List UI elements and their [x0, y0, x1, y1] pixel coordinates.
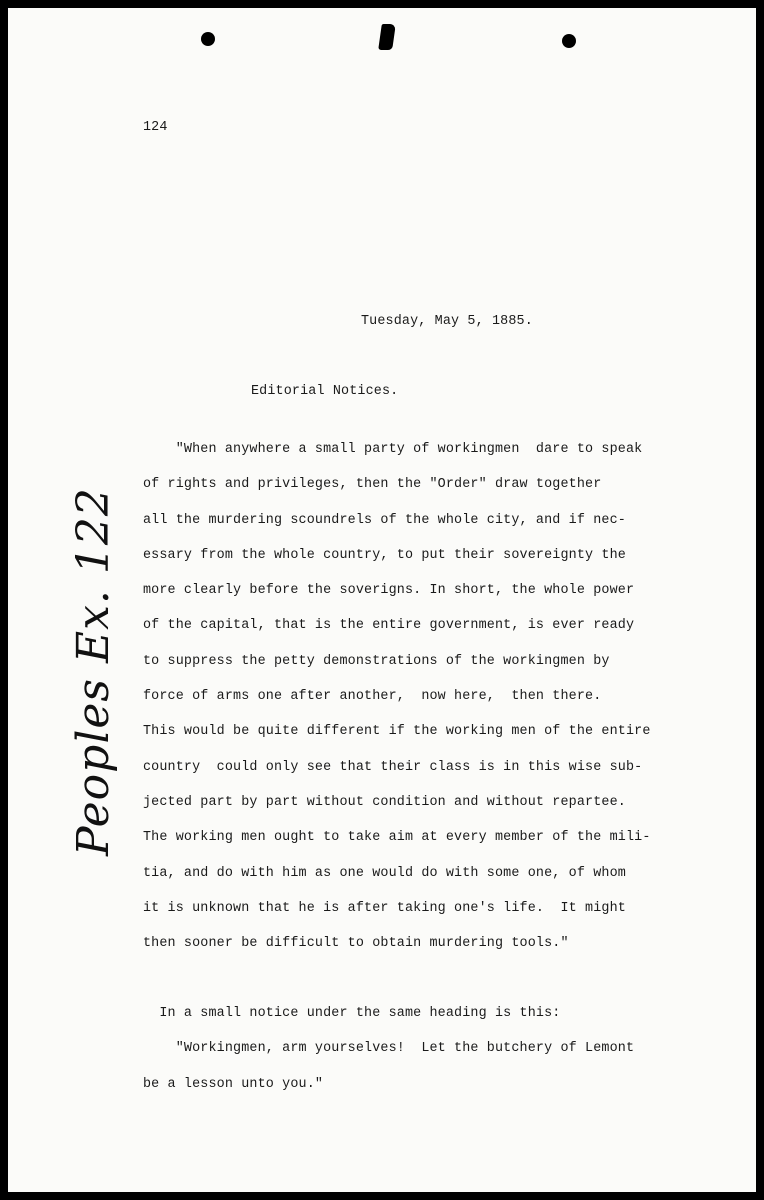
- text-line: tia, and do with him as one would do with some one, of whom: [143, 865, 626, 881]
- text-line: of rights and privileges, then the "Order" draw together: [143, 477, 602, 493]
- punch-hole-mark-right: [562, 34, 576, 48]
- text-line: jected part by part without condition and without repartee.: [143, 794, 626, 810]
- text-line: "When anywhere a small party of workingmen dare to speak: [143, 442, 643, 457]
- text-line: The working men ought to take aim at every member of the mili-: [143, 830, 651, 846]
- section-heading: Editorial Notices.: [251, 384, 399, 399]
- text-line: This would be quite different if the working men of the entire: [143, 724, 651, 740]
- text-line: country could only see that their class is in this wise sub-: [143, 759, 643, 775]
- quoted-editorial: [143, 432, 651, 961]
- text-line: "Workingmen, arm yourselves! Let the butchery of Lemont: [143, 1041, 635, 1057]
- clip-mark-center: [378, 24, 396, 50]
- small-notice: [143, 996, 634, 1102]
- text-line: In a small notice under the same heading is this:: [143, 1006, 561, 1021]
- page-number: 124: [143, 120, 168, 135]
- text-line: all the murdering scoundrels of the whole city, and if nec-: [143, 512, 626, 528]
- text-line: force of arms one after another, now here, then there.: [143, 689, 602, 705]
- date-line: Tuesday, May 5, 1885.: [361, 314, 533, 329]
- punch-hole-mark-left: [201, 32, 215, 46]
- text-line: then sooner be difficult to obtain murdering tools.": [143, 936, 569, 952]
- text-line: be a lesson unto you.": [143, 1076, 324, 1092]
- text-line: it is unknown that he is after taking one's life. It might: [143, 900, 626, 916]
- text-line: of the capital, that is the entire government, is ever ready: [143, 618, 635, 634]
- document-page: [8, 8, 756, 1192]
- handwritten-exhibit-annotation: [38, 487, 119, 888]
- text-line: to suppress the petty demonstrations of the workingmen by: [143, 653, 610, 669]
- annotation-text: Peoples Ex. 122: [68, 487, 119, 856]
- text-line: more clearly before the soverigns. In short, the whole power: [143, 583, 635, 599]
- text-line: essary from the whole country, to put their sovereignty the: [143, 547, 626, 563]
